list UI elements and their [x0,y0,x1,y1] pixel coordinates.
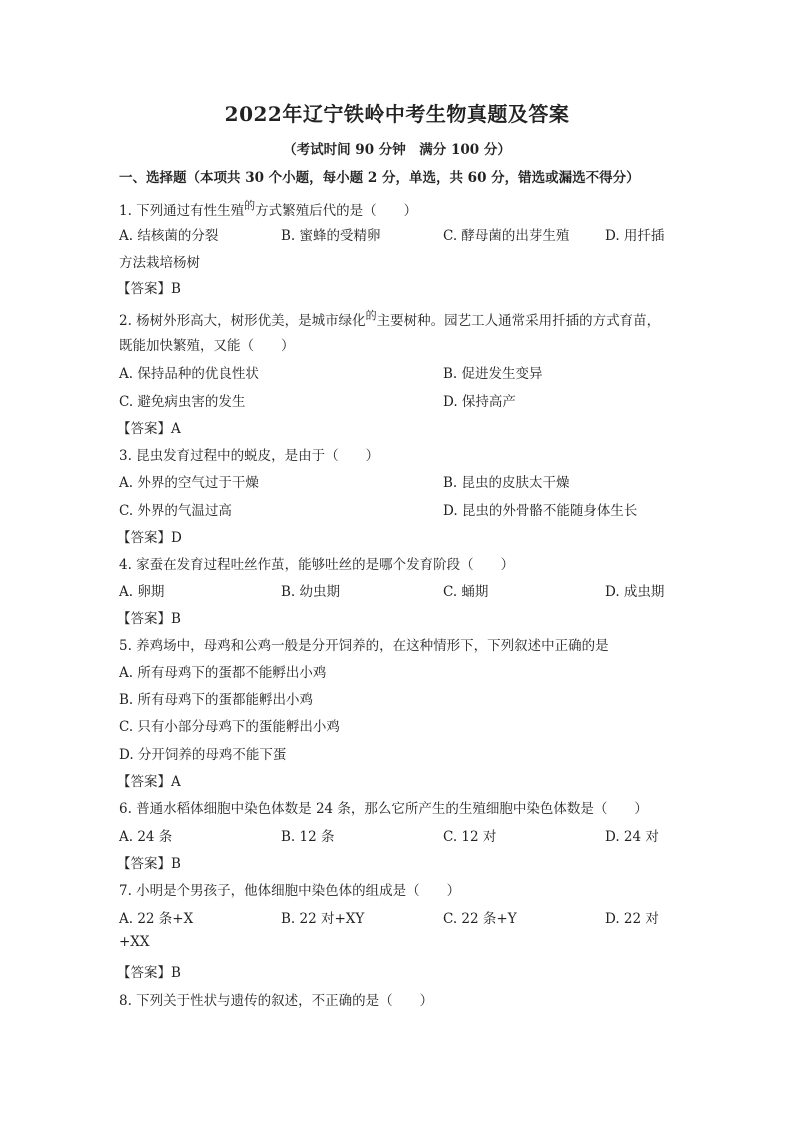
question-7-option-d: D. 22 对 [605,911,659,927]
question-3-option-a: A. 外界的空气过于干燥 [119,475,259,491]
question-3-option-c: C. 外界的气温过高 [119,503,232,519]
question-6-option-c: C. 12 对 [443,829,497,845]
question-6-stem: 6. 普通水稻体细胞中染色体数是 24 条，那么它所产生的生殖细胞中染色体数是（ ） [119,801,648,817]
question-8-stem: 8. 下列关于性状与遗传的叙述，不正确的是（ ） [119,993,434,1009]
question-6-option-b: B. 12 条 [281,829,335,845]
question-4-answer: 【答案】B [117,611,181,627]
section-heading: 一、选择题（本项共 30 个小题，每小题 2 分，单选，共 60 分，错选或漏选不得分） [119,170,640,186]
question-1-stem: 1. 下列通过有性生殖$^的$方式繁殖后代的是（ ） [119,199,418,219]
question-5-stem: 5. 养鸡场中，母鸡和公鸡一般是分开饲养的，在这种情形下，下列叙述中正确的是 [119,638,609,654]
question-7-stem: 7. 小明是个男孩子，他体细胞中染色体的组成是（ ） [119,883,461,899]
question-1-option-a: A. 结核菌的分裂 [119,228,219,244]
question-2-option-b: B. 促进发生变异 [443,366,543,382]
question-2-stem: 2. 杨树外形高大，树形优美，是城市绿化$^的$主要树种。园艺工人通常采用扦插的方式育苗， [119,309,661,329]
document-title: 2022年辽宁铁岭中考生物真题及答案 [224,102,570,126]
exam-info: （考试时间 90 分钟 满分 100 分） [283,142,511,158]
question-2-option-d: D. 保持高产 [443,394,516,410]
question-3-option-d: D. 昆虫的外骨骼不能随身体生长 [443,503,638,519]
question-7-option-c: C. 22 条+Y [443,911,517,927]
question-3-answer: 【答案】D [117,530,182,546]
question-4-option-a: A. 卵期 [119,584,165,600]
question-4-option-b: B. 幼虫期 [281,584,341,600]
question-5-option-a: A. 所有母鸡下的蛋都不能孵出小鸡 [119,665,327,681]
question-7-option-a: A. 22 条+X [119,911,194,927]
question-7-option-b: B. 22 对+XY [281,911,365,927]
question-4-option-d: D. 成虫期 [605,584,665,600]
question-5-option-c: C. 只有小部分母鸡下的蛋能孵出小鸡 [119,719,340,735]
question-1-option-d: D. 用扦插 [605,228,665,244]
question-4-option-c: C. 蛹期 [443,584,489,600]
question-7-answer: 【答案】B [117,965,181,981]
question-2-option-a: A. 保持品种的优良性状 [119,366,259,382]
question-3-option-b: B. 昆虫的皮肤太干燥 [443,475,570,491]
question-1-option-c: C. 酵母菌的出芽生殖 [443,228,570,244]
question-6-option-d: D. 24 对 [605,829,659,845]
question-1-option-b: B. 蜜蜂的受精卵 [281,228,381,244]
question-1-option-continuation: 方法栽培杨树 [119,255,200,271]
question-2-answer: 【答案】A [117,421,181,437]
question-1-answer: 【答案】B [117,281,181,297]
question-2-option-c: C. 避免病虫害的发生 [119,394,246,410]
question-5-answer: 【答案】A [117,774,181,790]
question-3-stem: 3. 昆虫发育过程中的蜕皮，是由于（ ） [119,448,380,464]
question-4-stem: 4. 家蚕在发育过程吐丝作茧，能够吐丝的是哪个发育阶段（ ） [119,557,515,573]
question-2-stem-line2: 既能加快繁殖，又能（ ） [119,338,295,354]
question-6-answer: 【答案】B [117,856,181,872]
question-5-option-b: B. 所有母鸡下的蛋都能孵出小鸡 [119,692,314,708]
question-7-option-continuation: +XX [119,934,150,950]
question-6-option-a: A. 24 条 [119,829,173,845]
question-5-option-d: D. 分开饲养的母鸡不能下蛋 [119,747,287,763]
